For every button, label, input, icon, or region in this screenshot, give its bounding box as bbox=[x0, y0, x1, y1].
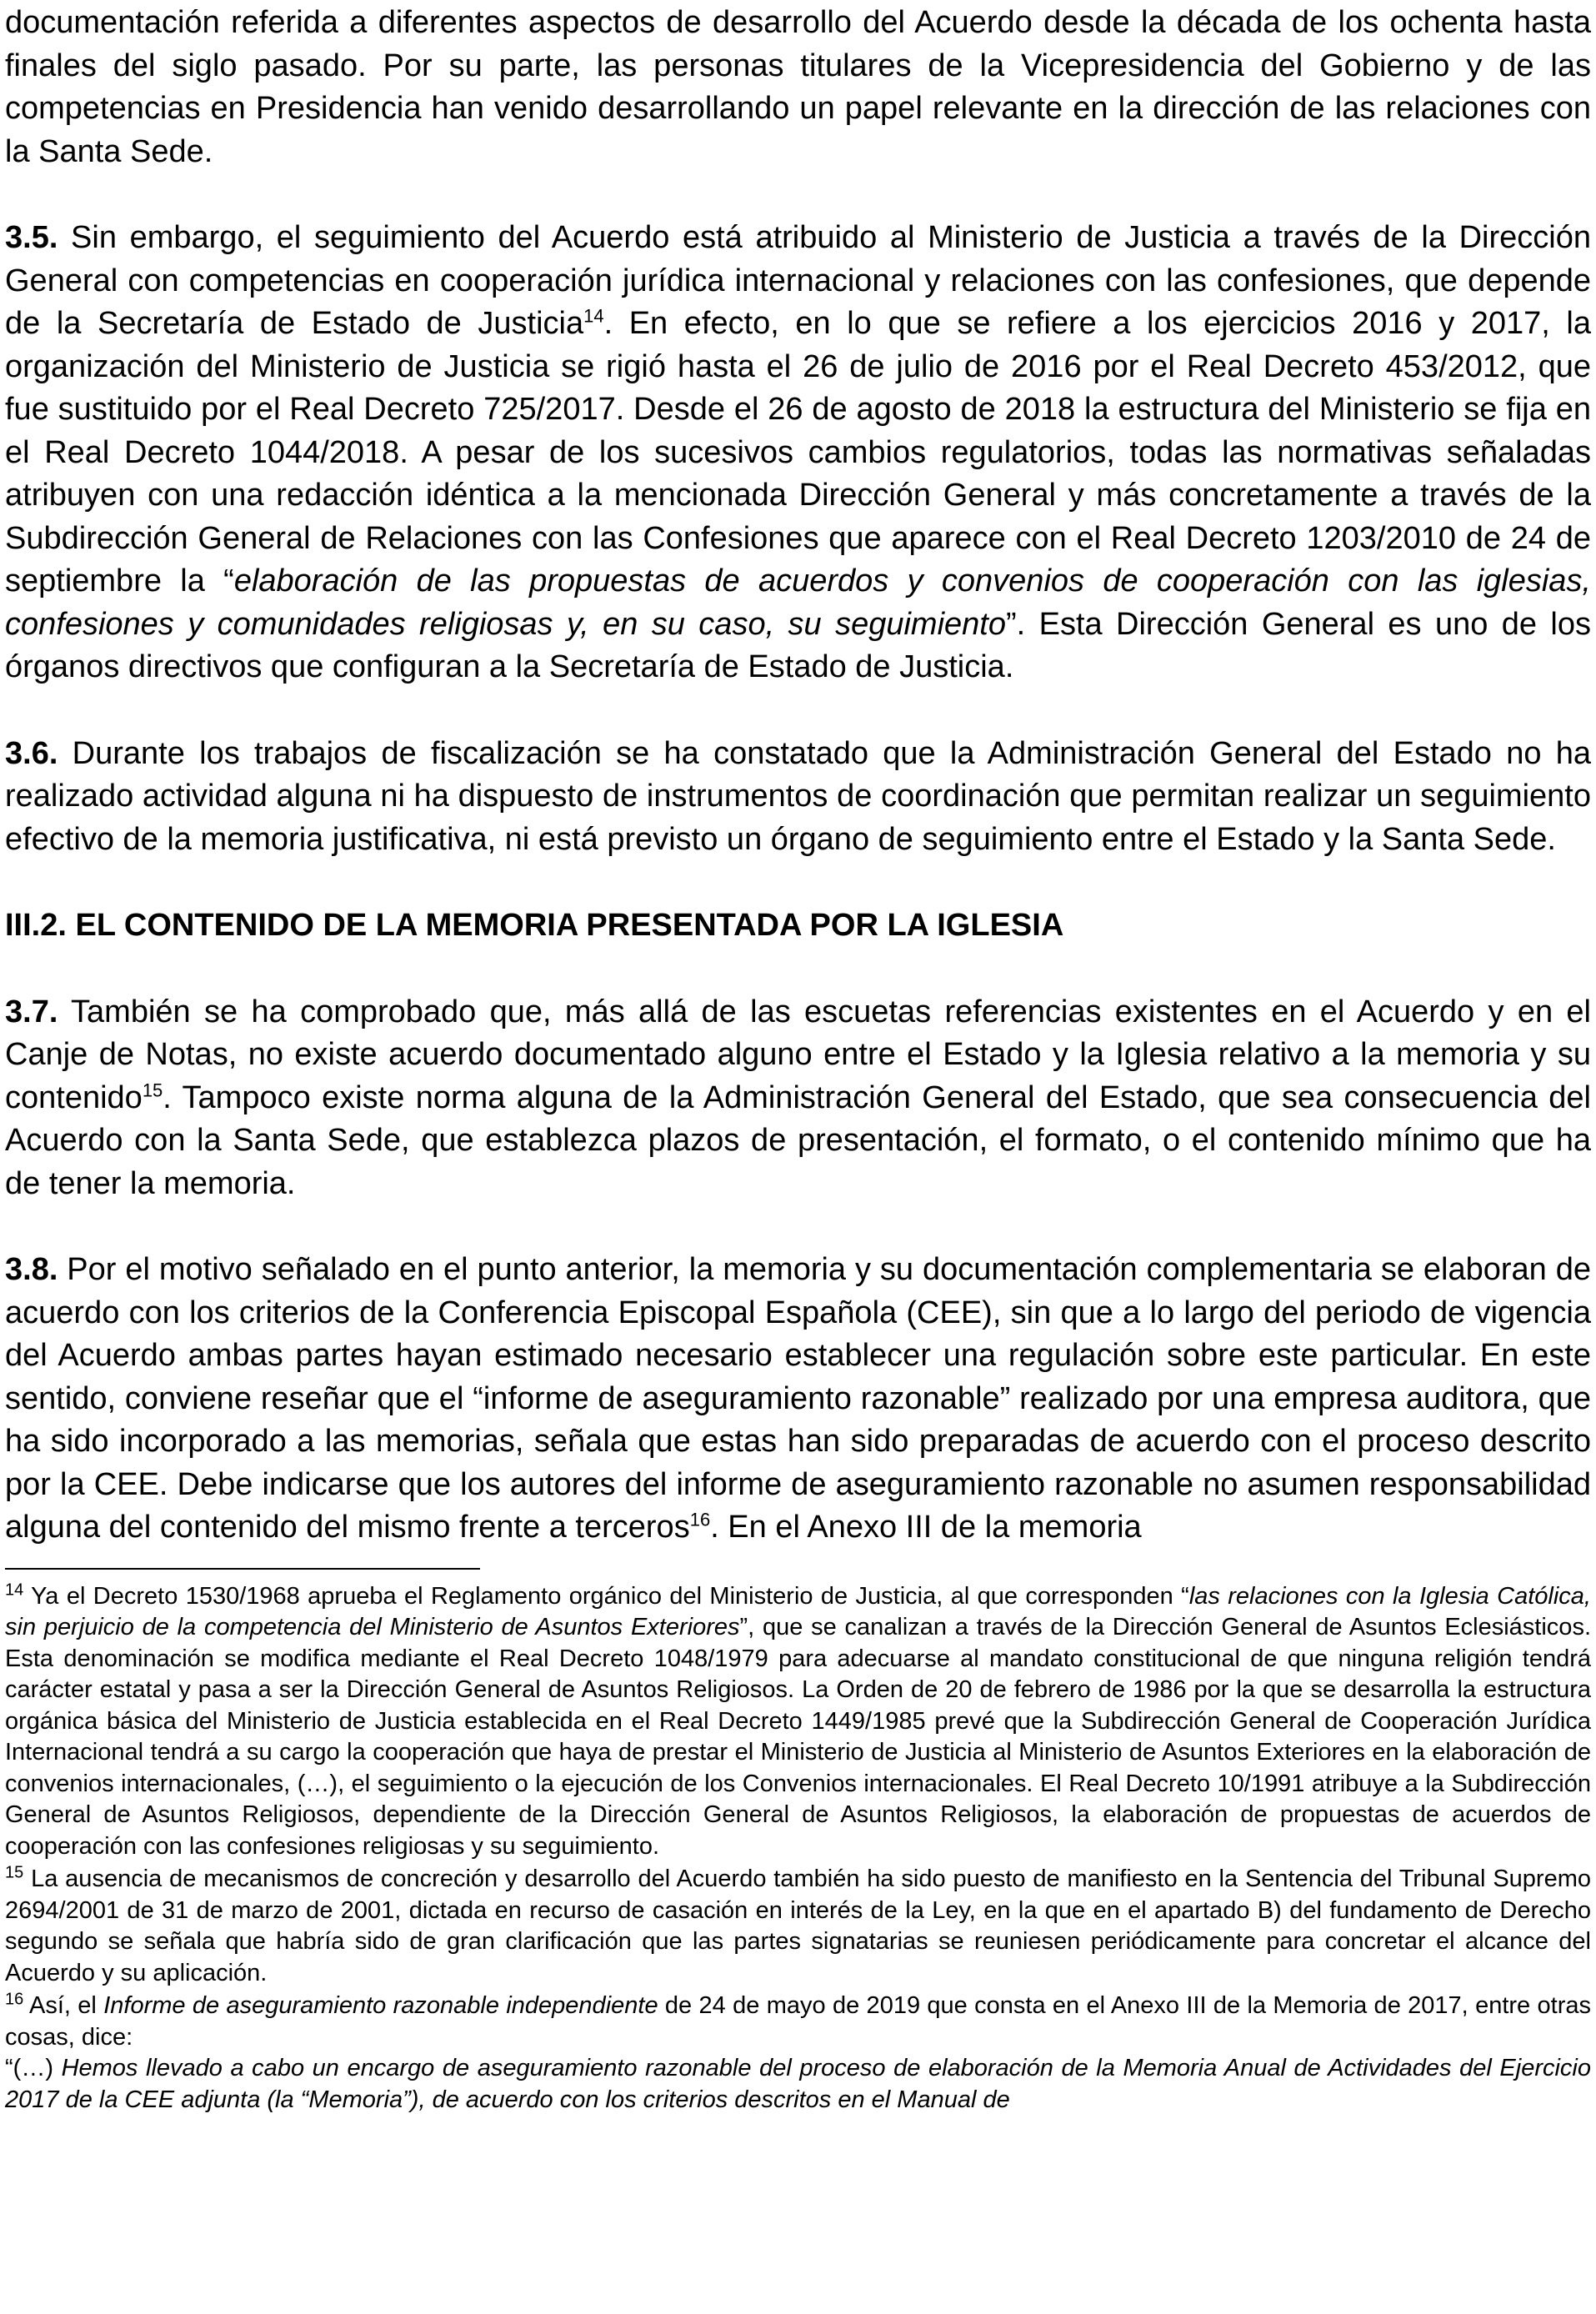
paragraph-3-8 bbox=[5, 1249, 1591, 1550]
paragraph-text: Durante los trabajos de fiscalización se ha constatado que la Administración General del Estado no ha realizado actividad alguna ni ha dispuesto de instrumentos de coordinación que permitan realizar un seguimiento efectivo de la memoria justificativa, ni está previsto un órgano de seguimiento entre el Estado y la Santa Sede. bbox=[5, 735, 1591, 857]
footnote-italic-text: Hemos llevado a cabo un encargo de aseguramiento razonable del proceso de elaboración de la Memoria Anual de Actividades del Ejercicio 2017 de la CEE adjunta (la “Memoria”), de acuerdo con los criterios descritos en el Manual de bbox=[5, 2055, 1592, 2113]
section-heading: III.2. EL CONTENIDO DE LA MEMORIA PRESENTADA POR LA IGLESIA bbox=[5, 908, 1064, 943]
footnote-text: Así, el bbox=[23, 1992, 104, 2019]
footnote-italic-text: Informe de aseguramiento razonable independiente bbox=[103, 1992, 658, 2019]
paragraph-number: 3.7. bbox=[5, 994, 58, 1029]
footnote-italic-text: las relaciones con la Iglesia Católica, sin perjuicio de la competencia del Ministerio de Asuntos Exteriores bbox=[5, 1582, 1591, 1640]
footnote-15 bbox=[5, 1864, 1591, 1989]
footnote-mark: 16 bbox=[5, 1990, 24, 2009]
paragraph-number: 3.5. bbox=[5, 220, 58, 255]
footnote-mark: 15 bbox=[5, 1863, 24, 1882]
paragraph-text: ”. Esta Dirección General es uno de los órganos directivos que configuran a la Secretaría de Estado de Justicia. bbox=[5, 606, 1592, 684]
paragraph-text: . En efecto, en lo que se refiere a los ejercicios 2016 y 2017, la organización del Ministerio de Justicia se rigió hasta el 26 de julio de 2016 por el Real Decreto 453/2012, que fue sustituido por el Real Decreto 725/2017. Desde el 26 de agosto de 2018 la estructura del Ministerio se fija en el Real Decreto 1044/2018. A pesar de los sucesivos cambios regulatorios, todas las normativas señaladas atribuyen con una redacción idéntica a la mencionada Dirección General y más concretamente a través de la Subdirección General de Relaciones con las Confesiones que aparece con el Real Decreto 1203/2010 de 24 de septiembre la “ bbox=[5, 306, 1591, 599]
paragraph-text: . Tampoco existe norma alguna de la Administración General del Estado, que sea consecuencia del Acuerdo con la Santa Sede, que establezca plazos de presentación, el formato, o el contenido mínimo que ha de tener la memoria. bbox=[5, 1079, 1591, 1201]
paragraph-number: 3.6. bbox=[5, 735, 58, 771]
paragraph-text: documentación referida a diferentes aspectos de desarrollo del Acuerdo desde la década de los ochenta hasta finales del siglo pasado. Por su parte, las personas titulares de la Vicepresidencia del Gobierno y de las competencias en Presidencia han venido desarrollando un papel relevante en la dirección de las relaciones con la Santa Sede. bbox=[5, 5, 1591, 169]
footnote-text: Ya el Decreto 1530/1968 aprueba el Reglamento orgánico del Ministerio de Justicia, al que corresponden “ bbox=[23, 1582, 1189, 1610]
quoted-italic-text: elaboración de las propuestas de acuerdos y convenios de cooperación con las iglesias, confesiones y comunidades religiosas y, en su caso, su seguimiento bbox=[5, 563, 1591, 642]
footnote-16-quote bbox=[5, 2053, 1591, 2116]
paragraph-3-7 bbox=[5, 991, 1591, 1206]
paragraph-number: 3.8. bbox=[5, 1252, 58, 1287]
paragraph-3-5 bbox=[5, 217, 1591, 689]
footnote-text: ”, que se canalizan a través de la Dirección General de Asuntos Eclesiásticos. Esta denominación se modifica mediante el Real Decreto 1048/1979 para adecuarse al mandato constitucional de que ninguna religión tendrá carácter estatal y pasa a ser la Dirección General de Asuntos Religiosos. La Orden de 20 de febrero de 1986 por la que se desarrolla la estructura orgánica básica del Ministerio de Justicia establecida en el Real Decreto 1449/1985 prevé que la Subdirección General de Cooperación Jurídica Internacional tendrá a su cargo la cooperación que haya de prestar el Ministerio de Justicia al Ministerio de Asuntos Exteriores en la elaboración de convenios internacionales, (…), el seguimiento o la ejecución de los Convenios internacionales. El Real Decreto 10/1991 atribuye a la Subdirección General de Asuntos Religiosos, dependiente de la Dirección General de Asuntos Religiosos, la elaboración de propuestas de acuerdos de cooperación con las confesiones religiosas y su seguimiento. bbox=[5, 1614, 1591, 1860]
footnote-ref-14[interactable]: 14 bbox=[583, 305, 604, 327]
footnote-ref-16[interactable]: 16 bbox=[689, 1509, 711, 1530]
footnote-16 bbox=[5, 1991, 1591, 2053]
footnote-text: de 24 de mayo de 2019 que consta en el Anexo III de la Memoria de 2017, entre otras cosas, dice: bbox=[5, 1992, 1591, 2051]
footnote-ref-15[interactable]: 15 bbox=[142, 1079, 163, 1100]
footnote-text: “(…) bbox=[5, 2055, 62, 2081]
paragraph-text: Sin embargo, el seguimiento del Acuerdo está atribuido al Ministerio de Justicia a través de la Dirección General con competencias en cooperación jurídica internacional y relaciones con las confesiones, que depende de la Secretaría de Estado de Justicia bbox=[5, 220, 1591, 341]
footnote-14 bbox=[5, 1581, 1591, 1863]
paragraph-text: . En el Anexo III de la memoria bbox=[710, 1510, 1142, 1545]
footnote-text: La ausencia de mecanismos de concreción y desarrollo del Acuerdo también ha sido puesto de manifiesto en la Sentencia del Tribunal Supremo 2694/2001 de 31 de marzo de 2001, dictada en recurso de casación en interés de la Ley, en la que en el apartado B) del fundamento de Derecho segundo se señala que habría sido de gran clarificación que las partes signatarias se reuniesen periódicamente para concretar el alcance del Acuerdo y su aplicación. bbox=[5, 1866, 1591, 1986]
paragraph-continuation bbox=[5, 2, 1591, 173]
paragraph-text: También se ha comprobado que, más allá de las escuetas referencias existentes en el Acuerdo y en el Canje de Notas, no existe acuerdo documentado alguno entre el Estado y la Iglesia relativo a la memoria y su contenido bbox=[5, 994, 1591, 1115]
footnote-separator bbox=[5, 1568, 480, 1570]
footnote-mark: 14 bbox=[5, 1580, 24, 1599]
paragraph-3-6 bbox=[5, 733, 1591, 862]
paragraph-text: Por el motivo señalado en el punto anterior, la memoria y su documentación complementaria se elaboran de acuerdo con los criterios de la Conferencia Episcopal Española (CEE), sin que a lo largo del periodo de vigencia del Acuerdo ambas partes hayan estimado necesario establecer una regulación sobre este particular. En este sentido, conviene reseñar que el “informe de aseguramiento razonable” realizado por una empresa auditora, que ha sido incorporado a las memorias, señala que estas han sido preparadas de acuerdo con el proceso descrito por la CEE. Debe indicarse que los autores del informe de aseguramiento razonable no asumen responsabilidad alguna del contenido del mismo frente a terceros bbox=[5, 1252, 1591, 1545]
